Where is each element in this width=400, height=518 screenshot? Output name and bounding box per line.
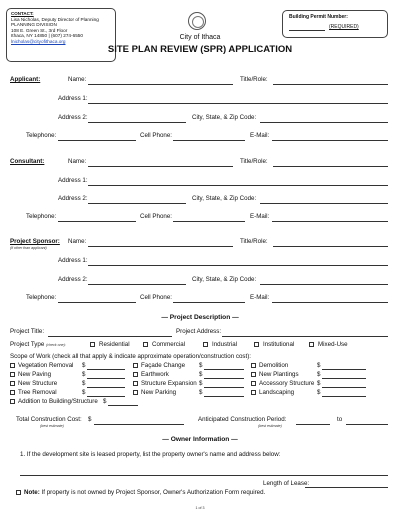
dollar-sign: $: [317, 362, 321, 369]
city-seal-icon: [188, 12, 206, 30]
consultant-address1-field[interactable]: [88, 185, 388, 186]
dollar-sign: $: [317, 371, 321, 378]
contact-label: CONTACT:: [11, 11, 34, 16]
consultant-cell-label: Cell Phone:: [140, 213, 172, 220]
scope-new-parking-cost[interactable]: [204, 396, 244, 397]
dollar-sign: $: [199, 371, 203, 378]
owner-information-title: Owner Information: [170, 436, 230, 443]
consultant-name-field[interactable]: [88, 166, 233, 167]
scope-landscaping-checkbox[interactable]: [251, 390, 256, 395]
scope-new-paving-cost[interactable]: [87, 378, 125, 379]
dollar-sign: $: [199, 380, 203, 387]
applicant-csz-field[interactable]: [260, 122, 388, 123]
scope-structure-expansion-label: Structure Expansion: [141, 380, 197, 387]
dollar-sign: $: [317, 389, 321, 396]
total-cost-label: Total Construction Cost:: [16, 416, 82, 423]
type-commercial-checkbox[interactable]: [143, 342, 148, 347]
form-title: SITE PLAN REVIEW (SPR) APPLICATION: [107, 44, 293, 55]
scope-accessory-structure-checkbox[interactable]: [251, 381, 256, 386]
sponsor-note: (if other than applicant): [10, 246, 47, 250]
project-type-label: [10, 341, 66, 348]
dollar-sign: $: [199, 362, 203, 369]
sponsor-address2-field[interactable]: [88, 284, 186, 285]
total-cost-field[interactable]: [94, 424, 184, 425]
applicant-address2-field[interactable]: [88, 122, 186, 123]
applicant-csz-label: City, State, & Zip Code:: [192, 114, 257, 121]
sponsor-name-field[interactable]: [88, 246, 233, 247]
applicant-telephone-field[interactable]: [58, 140, 136, 141]
contact-line: Ithaca, NY 14850 | (607) 274-6550: [11, 33, 84, 39]
consultant-csz-label: City, State, & Zip Code:: [192, 195, 257, 202]
scope-accessory-structure-label: Accessory Structure: [259, 380, 315, 387]
sponsor-telephone-field[interactable]: [58, 302, 136, 303]
applicant-address1-label: Address 1:: [58, 95, 88, 102]
applicant-email-field[interactable]: [272, 140, 388, 141]
dollar-sign: $: [103, 398, 107, 405]
sponsor-csz-label: City, State, & Zip Code:: [192, 276, 257, 283]
type-institutional-checkbox[interactable]: [254, 342, 259, 347]
type-institutional-label: Institutional: [263, 341, 295, 348]
type-mixed-use-checkbox[interactable]: [309, 342, 314, 347]
type-mixed-use-label: Mixed-Use: [318, 341, 348, 348]
dollar-sign: $: [88, 416, 92, 423]
project-title-label: Project Title:: [10, 328, 45, 335]
scope-earthwork-label: Earthwork: [141, 371, 169, 378]
scope-new-structure-checkbox[interactable]: [10, 381, 15, 386]
applicant-cell-field[interactable]: [173, 140, 245, 141]
sponsor-title-label: Title/Role:: [240, 238, 268, 245]
type-residential-checkbox[interactable]: [90, 342, 95, 347]
lease-length-label: Length of Lease:: [263, 480, 310, 487]
consultant-cell-field[interactable]: [173, 221, 245, 222]
contact-line: 108 E. Green St., 3rd Floor: [11, 27, 68, 33]
type-industrial-label: Industrial: [212, 341, 238, 348]
scope-landscaping-cost[interactable]: [322, 396, 366, 397]
scope-facade-change-label: Façade Change: [141, 362, 186, 369]
owner-note-checkbox[interactable]: [16, 490, 21, 495]
scope-new-parking-label: New Parking: [141, 389, 177, 396]
sponsor-address1-field[interactable]: [88, 265, 388, 266]
contact-email-link[interactable]: lnicholas@cityofithaca.org: [11, 38, 66, 44]
owner-information-heading: — Owner Information —: [162, 436, 238, 443]
dollar-sign: $: [82, 380, 86, 387]
scope-demolition-checkbox[interactable]: [251, 363, 256, 368]
sponsor-email-label: E-Mail:: [250, 294, 270, 301]
scope-new-plantings-checkbox[interactable]: [251, 372, 256, 377]
construction-period-label: Anticipated Construction Period:: [198, 416, 287, 423]
consultant-csz-field[interactable]: [260, 203, 388, 204]
period-to-label: to: [337, 416, 343, 423]
sponsor-title-field[interactable]: [273, 246, 388, 247]
consultant-heading: Consultant:: [10, 158, 45, 165]
scope-new-structure-label: New Structure: [18, 380, 58, 387]
city-name: City of Ithaca: [179, 34, 221, 41]
type-industrial-checkbox[interactable]: [203, 342, 208, 347]
scope-vegetation-removal-cost[interactable]: [87, 369, 125, 370]
scope-structure-expansion-cost[interactable]: [204, 387, 244, 388]
dollar-sign: $: [317, 380, 321, 387]
applicant-address1-field[interactable]: [88, 103, 388, 104]
owner-note-text: If property is not owned by Project Sponsor, Owner's Authorization Form required.: [41, 489, 266, 496]
sponsor-telephone-label: Telephone:: [26, 294, 57, 301]
permit-box: [282, 10, 388, 38]
consultant-title-field[interactable]: [273, 166, 388, 167]
construction-period-end[interactable]: [346, 424, 388, 425]
scope-accessory-structure-cost[interactable]: [322, 387, 366, 388]
applicant-email-label: E-Mail:: [250, 132, 270, 139]
construction-period-note: (best estimate): [258, 424, 282, 428]
scope-addition-label: Addition to Building/Structure: [18, 398, 98, 405]
consultant-telephone-label: Telephone:: [26, 213, 57, 220]
permit-title: Building Permit Number:: [289, 14, 348, 20]
scope-vegetation-removal-checkbox[interactable]: [10, 363, 15, 368]
project-description-title: Project Description: [169, 314, 231, 321]
scope-tree-removal-label: Tree Removal: [18, 389, 57, 396]
permit-required: (REQUIRED): [329, 24, 359, 30]
sponsor-cell-field[interactable]: [173, 302, 245, 303]
dollar-sign: $: [82, 389, 86, 396]
scope-new-plantings-label: New Plantings: [259, 371, 299, 378]
applicant-address2-label: Address 2:: [58, 114, 88, 121]
project-address-label: Project Address:: [176, 328, 222, 335]
scope-new-structure-cost[interactable]: [87, 387, 125, 388]
sponsor-cell-label: Cell Phone:: [140, 294, 172, 301]
owner-note: [24, 489, 265, 496]
scope-demolition-cost[interactable]: [322, 369, 366, 370]
consultant-address2-label: Address 2:: [58, 195, 88, 202]
consultant-telephone-field[interactable]: [58, 221, 136, 222]
lease-length-field[interactable]: [305, 487, 388, 488]
scope-landscaping-label: Landscaping: [259, 389, 295, 396]
consultant-email-label: E-Mail:: [250, 213, 270, 220]
applicant-name-label: Name:: [68, 76, 87, 83]
consultant-address2-field[interactable]: [88, 203, 186, 204]
scope-earthwork-checkbox[interactable]: [133, 372, 138, 377]
scope-demolition-label: Demolition: [259, 362, 289, 369]
permit-number-field[interactable]: [289, 30, 325, 31]
contact-line: PLANNING DIVISION: [11, 22, 57, 28]
scope-new-paving-label: New Paving: [18, 371, 52, 378]
scope-new-paving-checkbox[interactable]: [10, 372, 15, 377]
scope-label: Scope of Work (check all that apply & indicate approximate operation/construction cost):: [10, 353, 251, 360]
applicant-title-field[interactable]: [273, 84, 388, 85]
sponsor-email-field[interactable]: [272, 302, 388, 303]
project-description-heading: — Project Description —: [161, 314, 239, 321]
dollar-sign: $: [82, 371, 86, 378]
applicant-title-label: Title/Role:: [240, 76, 268, 83]
scope-tree-removal-checkbox[interactable]: [10, 390, 15, 395]
applicant-heading: Applicant:: [10, 76, 41, 83]
sponsor-csz-field[interactable]: [260, 284, 388, 285]
scope-new-plantings-cost[interactable]: [322, 378, 366, 379]
dollar-sign: $: [82, 362, 86, 369]
owner-question: 1. If the development site is leased property, list the property owner's name and address below:: [20, 451, 281, 458]
sponsor-address2-label: Address 2:: [58, 276, 88, 283]
type-commercial-label: Commercial: [152, 341, 186, 348]
contact-line: Lisa Nicholas, Deputy Director of Planning: [11, 16, 99, 22]
project-title-field[interactable]: [48, 336, 172, 337]
sponsor-heading: Project Sponsor:: [10, 238, 60, 245]
page-number: 1 of 3: [195, 506, 205, 510]
construction-period-start[interactable]: [296, 424, 330, 425]
consultant-title-label: Title/Role:: [240, 158, 268, 165]
scope-vegetation-removal-label: Vegetation Removal: [18, 362, 74, 369]
applicant-cell-label: Cell Phone:: [140, 132, 172, 139]
consultant-email-field[interactable]: [272, 221, 388, 222]
scope-structure-expansion-checkbox[interactable]: [133, 381, 138, 386]
consultant-address1-label: Address 1:: [58, 177, 88, 184]
consultant-name-label: Name:: [68, 158, 87, 165]
scope-facade-change-checkbox[interactable]: [133, 363, 138, 368]
sponsor-address1-label: Address 1:: [58, 257, 88, 264]
owner-note-bold: Note:: [24, 489, 40, 496]
scope-facade-change-cost[interactable]: [204, 369, 244, 370]
scope-earthwork-cost[interactable]: [204, 378, 244, 379]
project-type-text: Project Type: [10, 341, 45, 348]
owner-name-address-field[interactable]: [20, 475, 388, 476]
scope-new-parking-checkbox[interactable]: [133, 390, 138, 395]
scope-addition-checkbox[interactable]: [10, 399, 15, 404]
type-residential-label: Residential: [99, 341, 130, 348]
project-type-note: (check one):: [46, 343, 66, 347]
dollar-sign: $: [199, 389, 203, 396]
applicant-telephone-label: Telephone:: [26, 132, 57, 139]
total-cost-note: (best estimate): [40, 424, 64, 428]
sponsor-name-label: Name:: [68, 238, 87, 245]
scope-tree-removal-cost[interactable]: [87, 396, 125, 397]
scope-addition-cost[interactable]: [108, 405, 138, 406]
project-address-field[interactable]: [222, 336, 388, 337]
applicant-name-field[interactable]: [88, 84, 233, 85]
